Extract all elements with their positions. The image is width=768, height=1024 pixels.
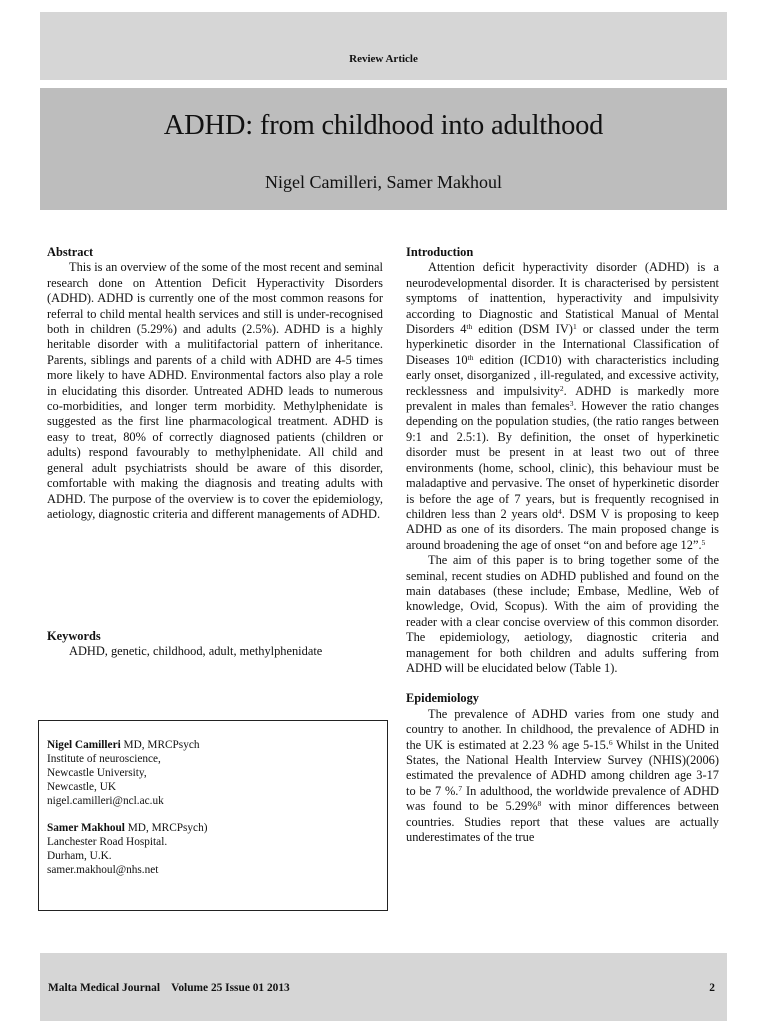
introduction-paragraph-1: Attention deficit hyperactivity disorder (ADHD) is a neurodevelopmental disorder. It is characterised by persistent symptoms of inattention, hyperactivity and impulsivity according to Diagnostic and Statistical Manual of Mental Disorders 4th edition (DSM IV)$^1$ or classed under the term hyperkinetic disorder in the International Classification of Diseases 10th edition (ICD10) with characteristics including early onset, disorganized , ill-regulated, and excessive activity, recklessness and impulsivity$^2$. ADHD is markedly more prevalent in males than females$^3$. However the ratio changes depending on the population studies, (the ratio ranges between 9:1 and 2.5:1). By definition, the onset of hyperkinetic disorder must be present in at least two out of three environments (home, school, clinic), this behaviour must be maladaptive and pervasive. The onset of hyperkinetic disorder is before the age of 7 years, but is frequently recognised in children less than 2 years old$^4$. DSM V is proposing to keep ADHD as one of its disorders. The main proposed change is around broadening the age of onset “on and before age 12”.$^5$: [406, 260, 720, 552]
introduction-heading: Introduction: [406, 245, 474, 259]
affiliation-email: nigel.camilleri@ncl.ac.uk: [47, 795, 164, 807]
affiliation-camilleri: [47, 738, 387, 808]
abstract-section: [47, 245, 383, 522]
header-band: [40, 12, 727, 80]
citation-ref: 5: [701, 537, 706, 547]
epidemiology-heading: Epidemiology: [406, 691, 479, 706]
affiliation-name: Samer Makhoul: [47, 822, 125, 834]
affiliation-line: Lanchester Road Hospital.: [47, 836, 168, 848]
keywords-text: ADHD, genetic, childhood, adult, methylphenidate: [69, 644, 323, 659]
affiliation-line: Newcastle, UK: [47, 781, 117, 793]
affiliation-email: samer.makhoul@nhs.net: [47, 864, 159, 876]
citation-ref: 4: [557, 506, 562, 516]
author-affiliations-box: [38, 720, 388, 911]
article-authors: Nigel Camilleri, Samer Makhoul: [265, 172, 502, 192]
article-type-label: Review Article: [349, 53, 418, 65]
affiliation-line: Durham, U.K.: [47, 850, 112, 862]
citation-ref: 8: [537, 799, 542, 809]
journal-citation: Malta Medical Journal Volume 25 Issue 01 2013: [48, 982, 290, 994]
epidemiology-paragraph: The prevalence of ADHD varies from one study and country to another. In childhood, the prevalence of ADHD in the UK is estimated at 2.23 % age 5-15.$^6$ Whilst in the United States, the National Health Interview Survey (NHIS)(2006) estimated the prevalence of ADHD among children age 3-17 to be 7 %.$^7$ In adulthood, the worldwide prevalence of ADHD was found to be 5.29%$^8$ with minor differences between countries. Studies report that these values are actually underestimates of the true: [406, 706, 720, 845]
citation-ref: 6: [608, 737, 613, 747]
affiliation-credentials: MD, MRCPsych): [124, 822, 208, 834]
citation-ref: 2: [559, 383, 564, 393]
abstract-text: This is an overview of the some of the most recent and seminal research done on Attention Deficit Hyperactivity Disorders (ADHD). ADHD is currently one of the most common reasons for referral to child mental health services and still is under-recognised both in children (5.29%) and adults (2.5%). ADHD is a highly heritable disorder with a mulitifactorial pattern of inheritance. Parents, siblings and parents of a child with ADHD are 4-5 times more likely to have ADHD. Environmental factors also play a role in elucidating this disorder. Untreated ADHD leads to numerous co-morbidities, and longer term morbidity. Methylphenidate is suggested as the first line pharmacological treatment. ADHD is easy to treat, 80% of correctly diagnosed patients (children or adults) respond favourably to methylphenidate. All child and general adult psychiatrists should be aware of this disorder, comfortable with making the diagnosis and treating adults with ADHD. The purpose of the overview is to cover the epidemiology, aetiology, diagnostic criteria and different managements of ADHD.: [47, 260, 383, 521]
citation-ref: 1: [572, 322, 577, 332]
affiliation-name: Nigel Camilleri: [47, 739, 121, 751]
keywords-heading: Keywords: [47, 629, 101, 643]
introduction-paragraph-2: The aim of this paper is to bring together some of the seminal, recent studies on ADHD published and found on the main databases (these include; Embase, Medline, Web of knowledge, Ovid, Scopus). With the aim of providing the reader with a clear concise overview of this common disorder. The epidemiology, aetiology, diagnostic criteria and management for both children and adults suffering from ADHD will be elucidated below (Table 1).: [406, 553, 719, 675]
citation-ref: 3: [569, 399, 574, 409]
article-title: ADHD: from childhood into adulthood: [163, 110, 604, 141]
affiliation-makhoul: [47, 821, 387, 877]
footer-band: [40, 953, 727, 1021]
right-column: [406, 245, 719, 845]
affiliation-credentials: MD, MRCPsych: [120, 739, 200, 751]
page-number: 2: [709, 982, 715, 994]
affiliation-line: Newcastle University,: [47, 767, 147, 779]
citation-ref: 7: [458, 783, 463, 793]
abstract-heading: Abstract: [47, 245, 94, 259]
keywords-section: [47, 629, 383, 660]
title-band: [40, 88, 727, 210]
affiliation-line: Institute of neuroscience,: [47, 753, 161, 765]
